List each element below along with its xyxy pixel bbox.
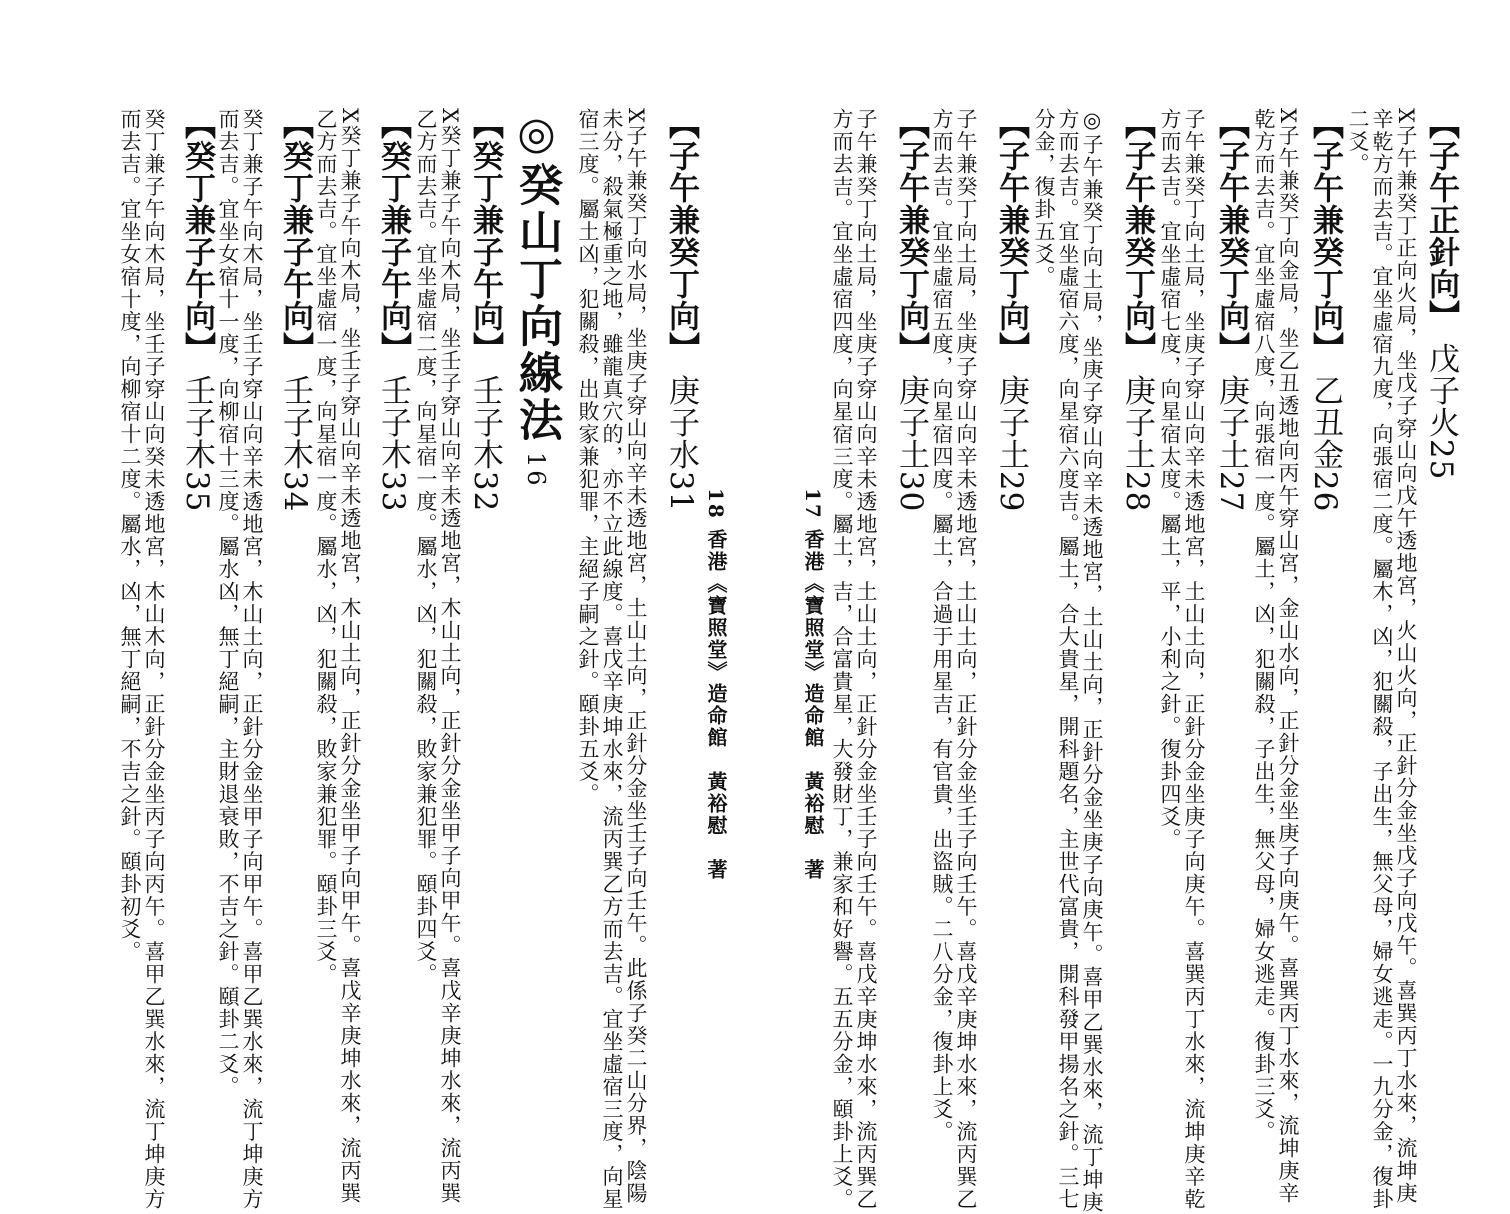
text-line: 癸丁兼子午向木局，坐壬子穿山向辛未透地宮，木山土向，正針分金坐甲子向甲午。喜甲乙巽水來，流丁坤庚方 (240, 108, 264, 1211)
text-line: 而去吉。宜坐女宿十度，向柳宿十二度。屬水，凶，無丁絕嗣，不吉之針。頤卦初爻。 (118, 108, 142, 963)
text-line: X癸丁兼子午向木局，坐壬子穿山向辛未透地宮，木山土向，正針分金坐甲子向甲午。喜戊辛庚坤水來，流丙巽 (438, 108, 462, 1205)
section-title: ◎癸山丁向線法16 (511, 108, 562, 489)
page-footer-18 (704, 488, 728, 881)
heading-s2: 【子午兼癸丁向】 乙丑金26 (1307, 108, 1343, 513)
heading-s6: 【子午兼癸丁向】 庚子土30 (893, 108, 929, 513)
text-line: 二爻。 (1346, 108, 1370, 176)
text-line: 子午兼癸丁向土局，坐庚子穿山向辛未透地宮，土山土向，正針分金坐壬子向壬午。喜戊辛庚坤水來，流丙巽乙 (954, 108, 978, 1211)
page-number: 18 (704, 488, 728, 520)
heading-s5: 【子午兼癸丁向】 庚子土29 (993, 108, 1029, 513)
footer-text: 香港《寶照堂》造命館 黃裕慰 著 (704, 528, 728, 881)
heading-s9: 【癸丁兼子午向】 壬子木33 (375, 108, 411, 513)
heading-s7: 【子午兼癸丁向】 庚子水31 (663, 108, 699, 513)
text-line: 癸丁兼子午向木局，坐壬子穿山向癸未透地宮，木山木向，正針分金坐丙子向丙午。喜甲乙巽水來，流丁坤庚方 (142, 108, 166, 1211)
text-line: 方而去吉。宜坐虛宿六度，向星宿六度吉。屬土，合大貴星，開科題名，主世代富貴，開科發甲揚名之針。三七 (1056, 108, 1080, 1211)
text-line: 乙方而去吉。宜坐虛宿二度，向星宿一度。屬水，凶，犯關殺，敗家兼犯罪。頤卦四爻。 (414, 108, 438, 986)
heading-s10: 【癸丁兼子午向】 壬子木34 (277, 108, 313, 513)
text-line: 子午兼癸丁向土局，坐庚子穿山向辛未透地宮，土山土向，正針分金坐壬子向壬午。喜戊辛庚坤水來，流丙巽乙 (854, 108, 878, 1211)
text-line: X癸丁兼子午向木局，坐壬子穿山向辛未透地宮，木山土向，正針分金坐甲子向甲午。喜戊辛庚坤水來，流丙巽 (338, 108, 362, 1205)
text-line: X子午兼癸丁正向火局，坐戊子穿山向戊午透地宮，火山火向，正針分金坐戊子向戊午。喜巽丙丁水來，流坤庚 (1394, 108, 1418, 1205)
text-line: 方而去吉。宜坐虛宿四度，向星宿三度。屬土，吉，合富貴星，大發財丁，兼家和好譽。五五分金，頤卦上爻。 (830, 108, 854, 1211)
text-line: 乙方而去吉。宜坐虛宿一度，向星宿一度。屬水，凶，犯關殺，敗家兼犯罪。頤卦三爻。 (314, 108, 338, 986)
page-footer-17 (801, 488, 825, 881)
text-line: 未分，殺氣極重之地，雖龍真穴的，亦不立此線度。喜戊辛庚坤水來，流丙巽乙方而去吉。宜坐虛宿三度，向星 (600, 108, 624, 1211)
text-line: 分金，復卦五爻。 (1032, 108, 1056, 288)
text-line: 方而去吉。宜坐虛宿五度，向星宿四度。屬土，合過于用星吉，有官貴，出盜賊。二八分金，復卦上爻。 (930, 108, 954, 1143)
heading-s11: 【癸丁兼子午向】 壬子木35 (179, 108, 215, 513)
text-line: 辛乾方而去吉。宜坐虛宿九度，向張宿二度。屬木，凶，犯關殺，子出生，無父母，婦女逃走。一九分金，復卦 (1370, 108, 1394, 1211)
title-page-ref: 16 (522, 452, 550, 489)
footer-text: 香港《寶照堂》造命館 黃裕慰 著 (801, 528, 825, 881)
heading-s8: 【癸丁兼子午向】 壬子木32 (467, 108, 503, 513)
text-line: ◎子午兼癸丁向土局，坐庚子穿山向辛未透地宮，土山土向，正針分金坐庚子向庚午。喜甲乙巽水來，流丁坤庚 (1080, 108, 1104, 1214)
text-line: 而去吉。宜坐女宿十一度，向柳宿十三度。屬水凶，無丁絕嗣，主財退衰敗，不吉之針。頤卦二爻。 (216, 108, 240, 1098)
text-line: 子午兼癸丁向土局，坐庚子穿山向辛未透地宮，土山土向，正針分金坐庚子向庚午。喜巽丙丁水來，流坤庚辛乾 (1182, 108, 1206, 1211)
text-line: 乾方而去吉。宜坐虛宿八度，向張宿一度。屬土，凶，犯關殺，子出生，無父母，婦女逃走。復卦三爻。 (1252, 108, 1276, 1143)
text-line: 宿三度。屬土凶，犯關殺，出敗家兼犯罪，主絕子嗣之針。頤卦五爻。 (576, 108, 600, 806)
text-line: X子午兼癸丁向水局，坐庚子穿山向辛未透地宮，土山土向，正針分金坐壬子向壬午。此係子癸二山分界，陰陽 (624, 108, 648, 1205)
text-line: X子午兼癸丁向金局，坐乙丑透地向丙午穿山宮，金山水向，正針分金坐庚子向庚午。喜巽丙丁水來，流坤庚辛 (1276, 108, 1300, 1205)
heading-s4: 【子午兼癸丁向】 庚子土28 (1119, 108, 1155, 513)
text-line: 方而去吉。宜坐虛宿七度，向星宿太度。屬土，平，小利之針。復卦四爻。 (1158, 108, 1182, 851)
page-number: 17 (801, 488, 825, 520)
heading-s1: 【子午正針向】 戊子火25 (1423, 108, 1459, 481)
heading-s3: 【子午兼癸丁向】 庚子土27 (1213, 108, 1249, 513)
